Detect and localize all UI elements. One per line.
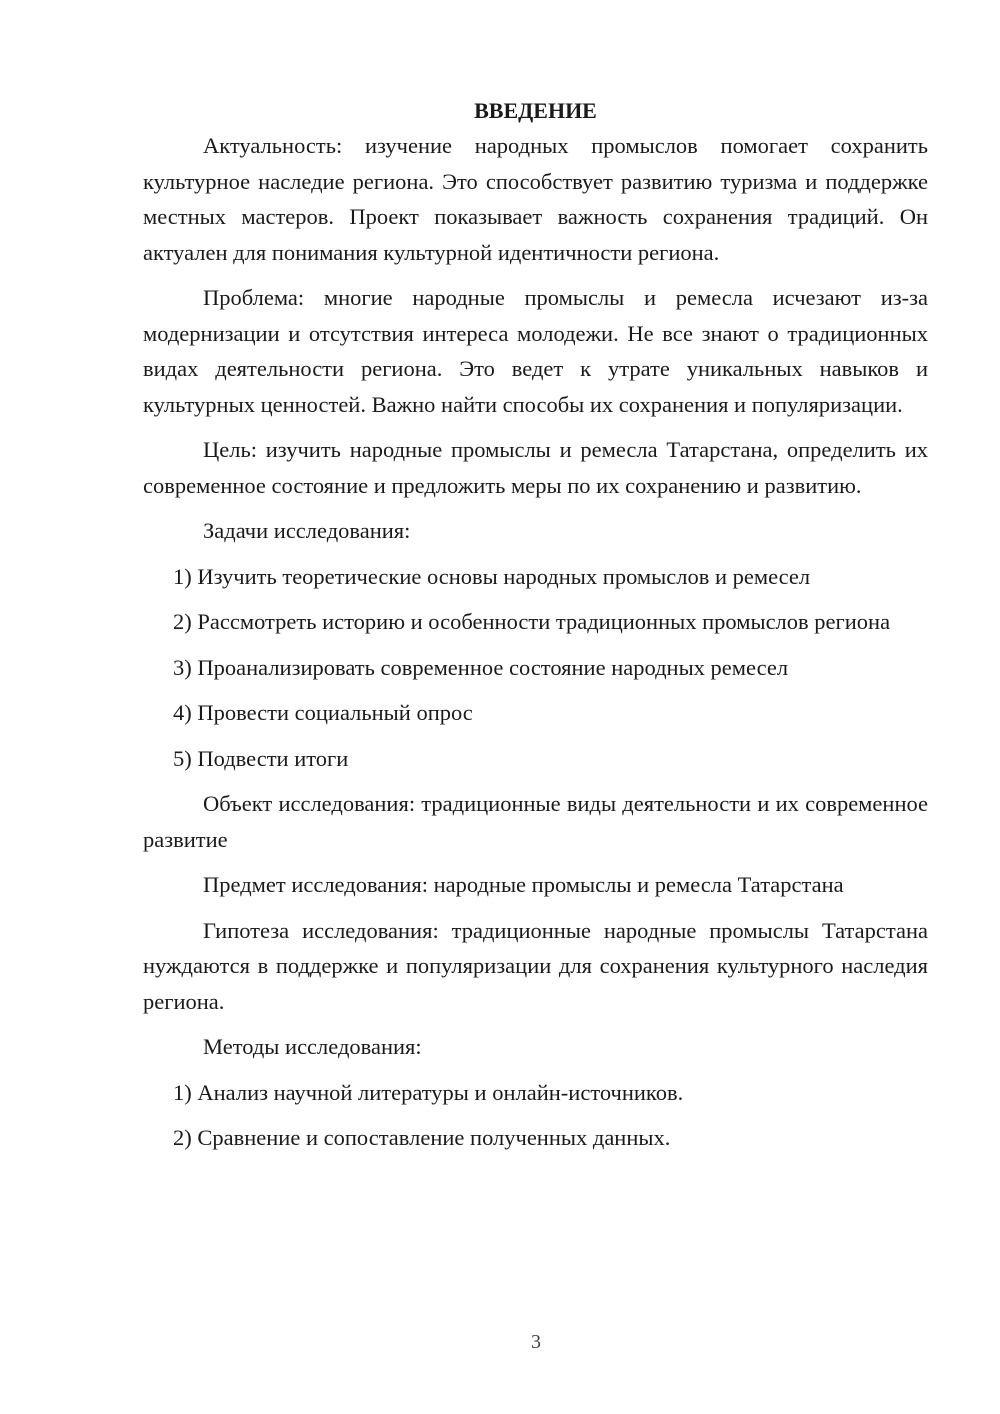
goal-paragraph: Цель: изучить народные промыслы и ремесла Татарстана, определить их современное состояние и предложить меры по их сохранению и развитию. <box>143 437 928 498</box>
subject-paragraph: Предмет исследования: народные промыслы и ремесла Татарстана <box>203 872 844 897</box>
method-item-2: 2) Сравнение и сопоставление полученных данных. <box>173 1125 671 1150</box>
task-item-3: 3) Проанализировать современное состояние народных ремесел <box>173 654 789 680</box>
problem-paragraph: Проблема: многие народные промыслы и ремесла исчезают из-за модернизации и отсутствия интереса молодежи. Не все знают о традиционных видах деятельности региона. Это ведет к утрате уникальных навыков и культурных ценностей. Важно найти способы их сохранения и популяризации. <box>143 285 928 417</box>
object-paragraph: Объект исследования: традиционные виды деятельности и их современное развитие <box>143 791 928 852</box>
task-item-4: 4) Провести социальный опрос <box>173 700 473 725</box>
page-number: 3 <box>531 1331 541 1353</box>
task-item-1: 1) Изучить теоретические основы народных промыслов и ремесел <box>173 563 811 589</box>
hypothesis-paragraph: Гипотеза исследования: традиционные народные промыслы Татарстана нуждаются в поддержке и популяризации для сохранения культурного наследия региона. <box>143 917 928 1014</box>
relevance-paragraph: Актуальность: изучение народных промыслов помогает сохранить культурное наследие региона. Это способствует развитию туризма и поддержке местных мастеров. Проект показывает важность сохранения традиций. Он актуален для понимания культурной идентичности региона. <box>143 133 928 265</box>
methods-heading: Методы исследования: <box>203 1034 422 1059</box>
tasks-heading: Задачи исследования: <box>203 518 411 543</box>
page-title: ВВЕДЕНИЕ <box>474 98 597 123</box>
task-item-5: 5) Подвести итоги <box>173 745 349 771</box>
method-item-1: 1) Анализ научной литературы и онлайн-источников. <box>173 1079 684 1105</box>
document-page <box>143 93 928 1166</box>
task-item-2: 2) Рассмотреть историю и особенности традиционных промыслов региона <box>173 609 891 634</box>
